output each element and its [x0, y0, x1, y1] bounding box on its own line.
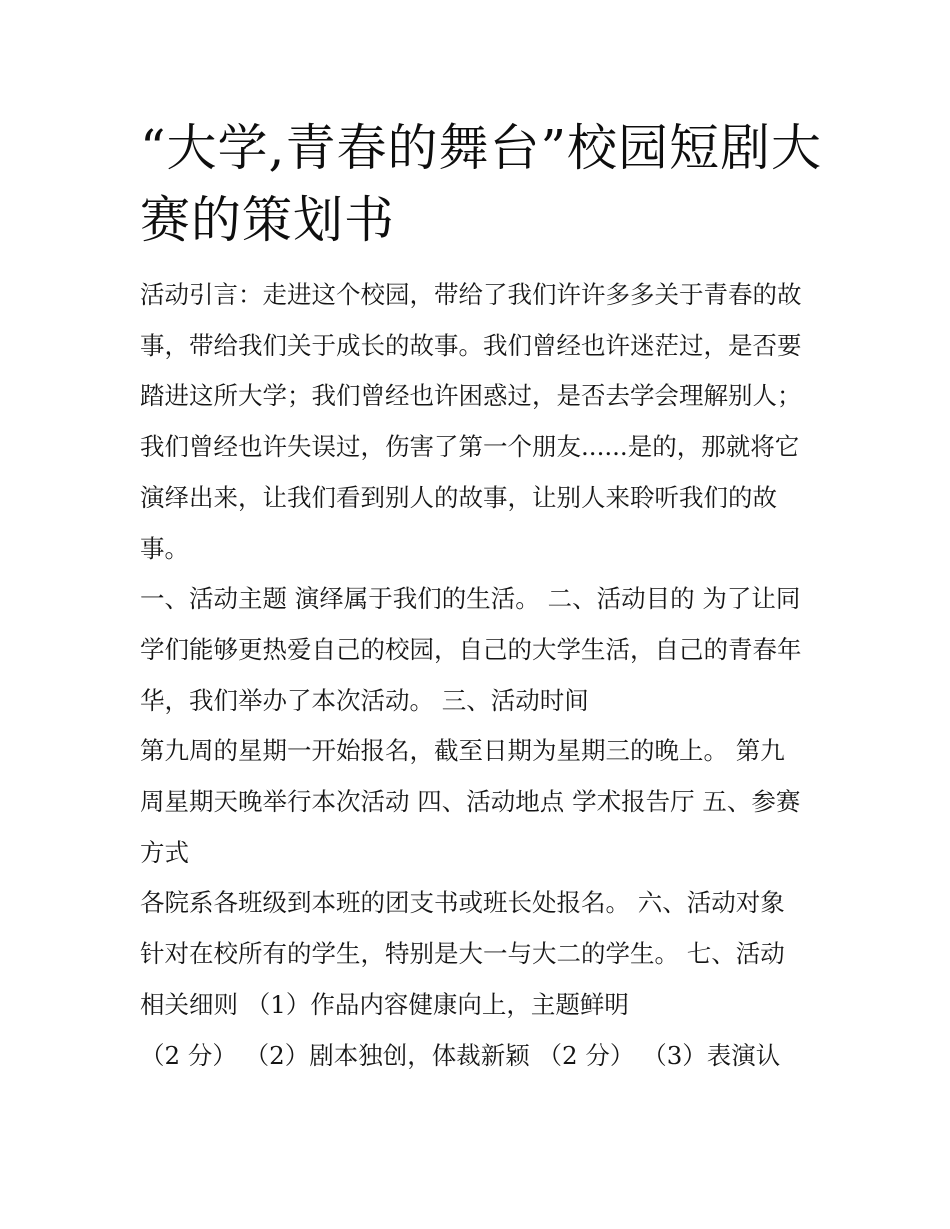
body-line: 我们曾经也许失误过，伤害了第一个朋友......是的，那就将它: [140, 432, 800, 462]
title-line-1: “大学,青春的舞台”校园短剧大: [140, 119, 823, 177]
body-line: 事。: [140, 533, 189, 563]
document-title: [140, 112, 823, 256]
document-content: [140, 112, 823, 1081]
body-line: 事，带给我们关于成长的故事。我们曾经也许迷茫过，是否要: [140, 330, 802, 360]
body-line: 演绎出来，让我们看到别人的故事，让别人来聆听我们的故: [140, 482, 777, 512]
body-line: 相关细则 （1）作品内容健康向上，主题鲜明: [140, 989, 629, 1019]
body-line: 一、活动主题 演绎属于我们的生活。 二、活动目的 为了让同: [140, 584, 801, 614]
body-line: 针对在校所有的学生，特别是大一与大二的学生。 七、活动: [140, 939, 785, 969]
body-line: 周星期天晚举行本次活动 四、活动地点 学术报告厅 五、参赛: [140, 787, 801, 817]
body-line: 第九周的星期一开始报名，截至日期为星期三的晚上。 第九: [140, 736, 785, 766]
document-body: [140, 270, 820, 1081]
body-line: 踏进这所大学；我们曾经也许困惑过，是否去学会理解别人；: [140, 381, 802, 411]
body-line: 华，我们举办了本次活动。 三、活动时间: [140, 685, 589, 715]
body-line: 活动引言：走进这个校园，带给了我们许许多多关于青春的故: [140, 280, 802, 309]
title-line-2: 赛的策划书: [140, 191, 395, 249]
body-line: 方式: [140, 837, 189, 867]
body-line: （2 分） （2）剧本独创，体裁新颖 （2 分） （3）表演认: [140, 1040, 781, 1070]
body-line: 各院系各班级到本班的团支书或班长处报名。 六、活动对象: [140, 888, 785, 918]
body-line: 学们能够更热爱自己的校园，自己的大学生活，自己的青春年: [140, 634, 802, 664]
